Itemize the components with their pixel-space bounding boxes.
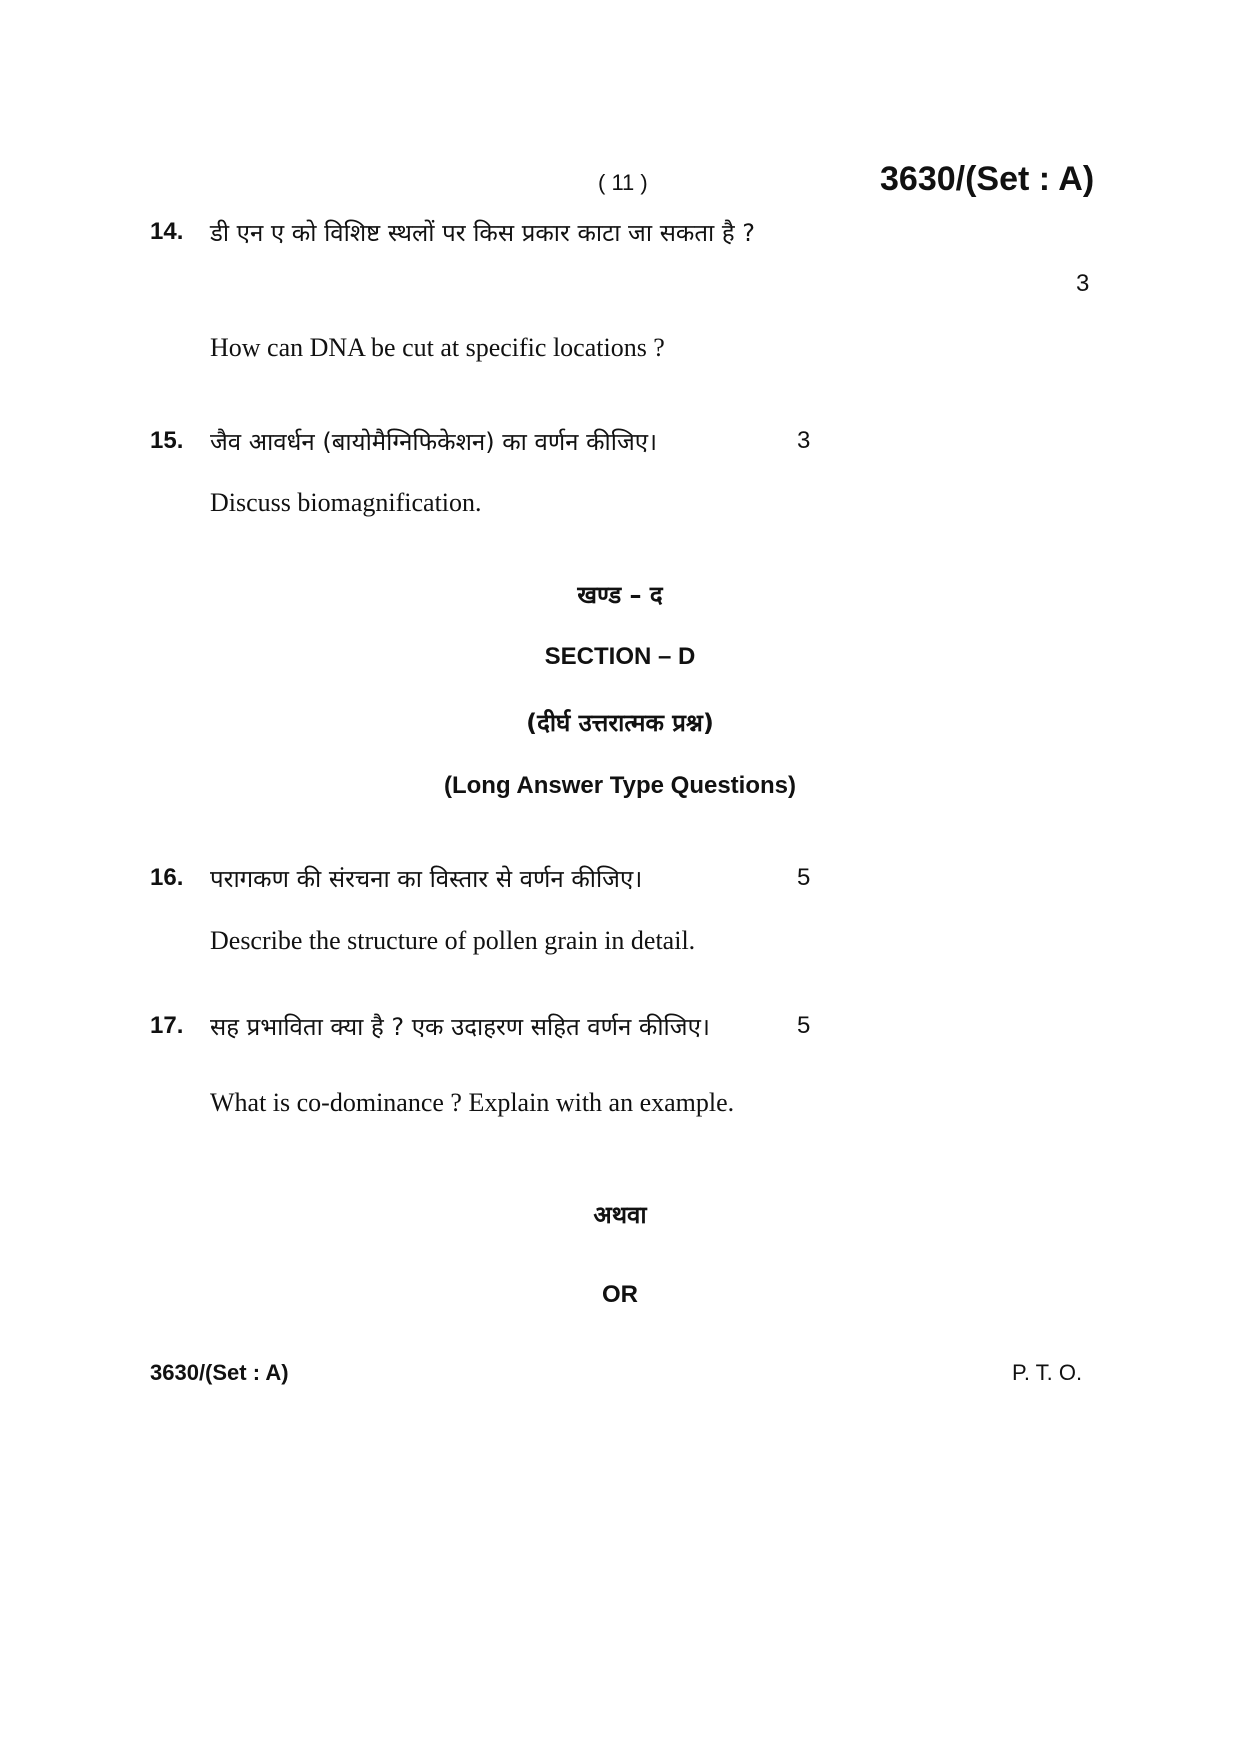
question-marks: 3 bbox=[1076, 270, 1090, 297]
question-text-english: Describe the structure of pollen grain in detail. bbox=[210, 926, 696, 955]
question-text-hindi: सह प्रभाविता क्या है ? एक उदाहरण सहित वर्णन कीजिए। bbox=[210, 1013, 710, 1041]
question-text-hindi: डी एन ए को विशिष्ट स्थलों पर किस प्रकार काटा जा सकता है ? bbox=[210, 219, 755, 247]
question-text-hindi: जैव आवर्धन (बायोमैग्निफिकेशन) का वर्णन कीजिए। bbox=[210, 428, 658, 456]
question-number: 15. bbox=[150, 427, 184, 454]
question-text-hindi: परागकण की संरचना का विस्तार से वर्णन कीजिए। bbox=[210, 865, 643, 893]
page-number: ( 11 ) bbox=[598, 170, 648, 195]
section-subtitle-hindi: (दीर्घ उत्तरात्मक प्रश्न) bbox=[526, 709, 714, 737]
paper-code-footer: 3630/(Set : A) bbox=[150, 1360, 289, 1385]
paper-code-header: 3630/(Set : A) bbox=[880, 160, 1095, 198]
question-marks: 3 bbox=[797, 427, 811, 454]
question-number: 14. bbox=[150, 218, 184, 245]
alternative-english: OR bbox=[602, 1281, 638, 1308]
question-text-english: How can DNA be cut at specific locations ? bbox=[210, 333, 665, 362]
section-title-english: SECTION – D bbox=[544, 643, 696, 670]
question-number: 16. bbox=[150, 864, 184, 891]
question-marks: 5 bbox=[797, 864, 811, 891]
question-text-english: What is co-dominance ? Explain with an example. bbox=[210, 1088, 735, 1117]
question-text-english: Discuss biomagnification. bbox=[210, 488, 482, 517]
section-title-hindi: खण्ड – द bbox=[577, 581, 663, 609]
alternative-hindi: अथवा bbox=[593, 1201, 647, 1229]
question-number: 17. bbox=[150, 1012, 184, 1039]
question-marks: 5 bbox=[797, 1012, 811, 1039]
pto-label: P. T. O. bbox=[1012, 1360, 1083, 1385]
section-subtitle-english: (Long Answer Type Questions) bbox=[443, 772, 797, 799]
